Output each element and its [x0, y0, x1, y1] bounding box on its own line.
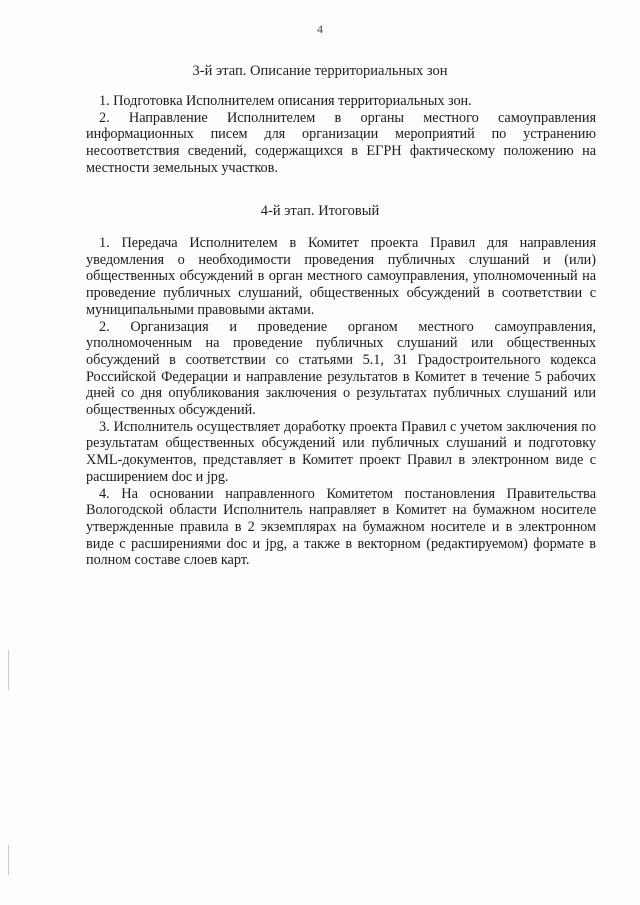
page-number: 4 — [317, 22, 323, 36]
stage-4-item-4: 4. На основании направленного Комитетом постановления Правительства Вологодской области Исполнитель направляет в Комитет на бумажном носителе утвержденные правила в 2 экземплярах на бумажном носителе и в электронном виде с расширениями doc и jpg, а также в векторном (редактируемом) формате в полном составе слоев карт. — [86, 485, 596, 569]
stage-3-heading: 3-й этап. Описание территориальных зон — [192, 63, 448, 79]
stage-3-item-1: 1. Подготовка Исполнителем описания территориальных зон. — [99, 93, 472, 109]
stage-4-item-1: 1. Передача Исполнителем в Комитет проекта Правил для направления уведомления о необходимости проведения публичных слушаний и (или) общественных обсуждений в орган местного самоуправления, уполномоченный на проведение публичных слушаний, общественных обсуждений в соответствии с муниципальными правовыми актами. — [86, 235, 596, 318]
stage-4-item-3: 3. Исполнитель осуществляет доработку проекта Правил с учетом заключения по результатам общественных обсуждений или публичных слушаний и подготовку XML-документов, представляет в Комитет проект Правил в электронном виде с расширением doc и jpg. — [86, 418, 596, 485]
stage-4-section — [86, 235, 596, 569]
scan-edge-mark — [8, 650, 9, 690]
stage-3-item-2: 2. Направление Исполнителем в органы местного самоуправления информационных писем для организации мероприятий по устранению несоответствия сведений, содержащихся в ЕГРН фактическому положению на местности земельных участков. — [86, 109, 596, 176]
stage-4-item-2: 2. Организация и проведение органом местного самоуправления, уполномоченным на проведение публичных слушаний или общественных обсуждений в соответствии со статьями 5.1, 31 Градостроительного кодекса Российской Федерации и направление результатов в Комитет в течение 5 рабочих дней со дня опубликования заключения о результатах публичных слушаний или общественных обсуждений. — [86, 318, 596, 419]
stage-3-section — [86, 93, 596, 177]
stage-4-heading: 4-й этап. Итоговый — [260, 203, 380, 219]
scan-edge-mark — [8, 845, 9, 875]
